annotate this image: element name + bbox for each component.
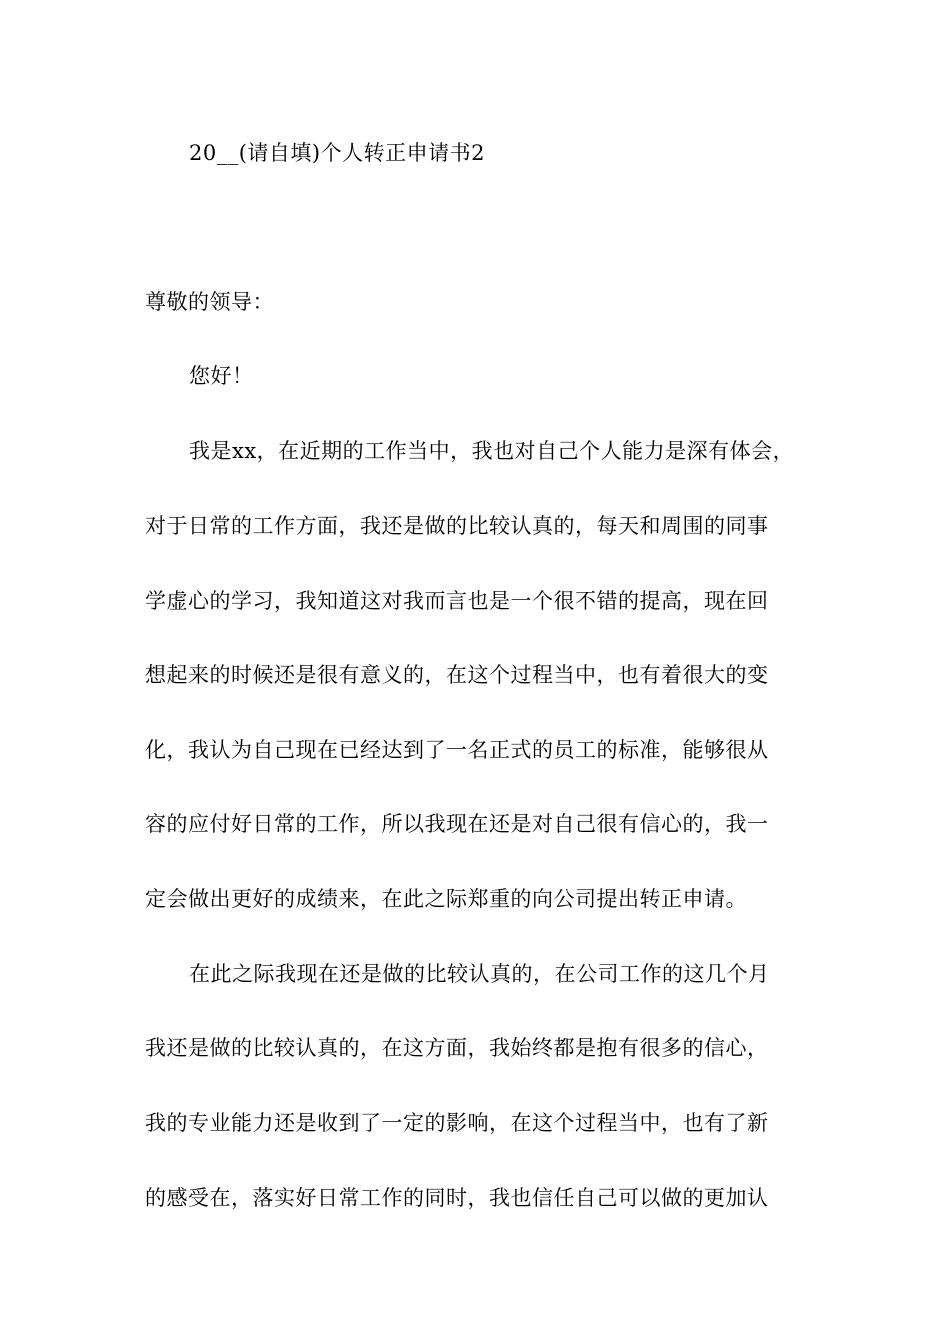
paragraph-2-line-1: 在此之际我现在还是做的比较认真的，在公司工作的这几个月 <box>189 962 770 986</box>
paragraph-2-line-4: 的感受在，落实好日常工作的同时，我也信任自己可以做的更加认 <box>145 1186 769 1210</box>
document-title: 20__(请自填)个人转正申请书2 <box>189 141 485 165</box>
paragraph-1-line-6: 容的应付好日常的工作，所以我现在还是对自己很有信心的，我一 <box>145 812 769 836</box>
paragraph-1-line-3: 学虚心的学习，我知道这对我而言也是一个很不错的提高，现在回 <box>145 589 769 613</box>
paragraph-1-line-1: 我是xx，在近期的工作当中，我也对自己个人能力是深有体会， <box>189 439 795 463</box>
greeting: 您好！ <box>189 364 254 388</box>
paragraph-1-line-2: 对于日常的工作方面，我还是做的比较认真的，每天和周围的同事 <box>145 514 769 538</box>
salutation: 尊敬的领导： <box>145 290 274 314</box>
paragraph-1-line-5: 化，我认为自己现在已经达到了一名正式的员工的标准，能够很从 <box>145 738 769 762</box>
paragraph-1-line-4: 想起来的时候还是很有意义的，在这个过程当中，也有着很大的变 <box>145 663 769 687</box>
paragraph-1-line-7: 定会做出更好的成绩来，在此之际郑重的向公司提出转正申请。 <box>145 887 747 911</box>
paragraph-2-line-2: 我还是做的比较认真的，在这方面，我始终都是抱有很多的信心， <box>145 1036 769 1060</box>
paragraph-2-line-3: 我的专业能力还是收到了一定的影响，在这个过程当中，也有了新 <box>145 1111 769 1135</box>
